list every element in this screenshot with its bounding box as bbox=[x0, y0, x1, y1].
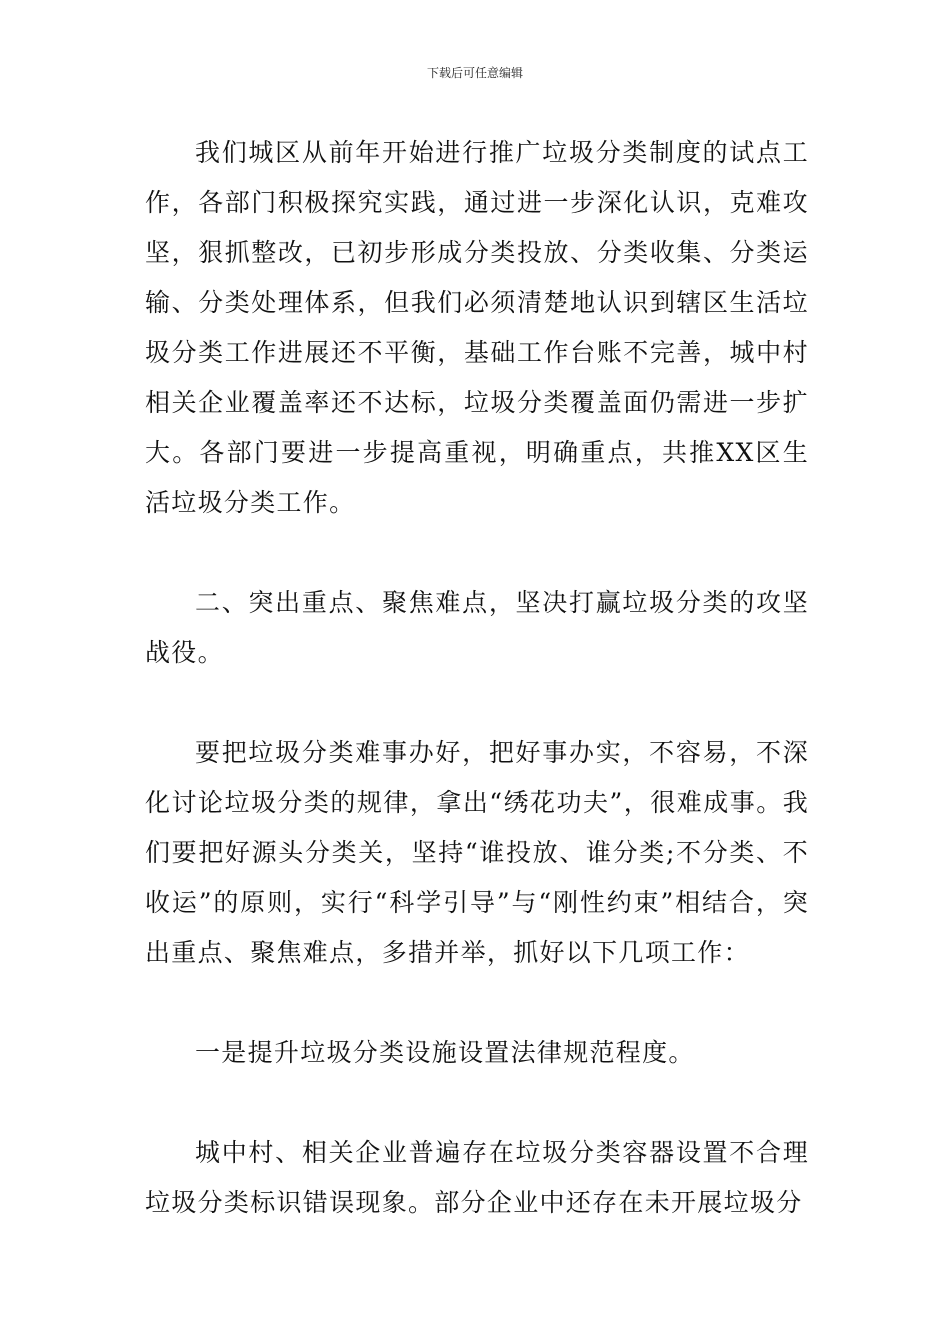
document-body bbox=[145, 128, 809, 1228]
paragraph-gap bbox=[145, 978, 809, 1028]
paragraph-facilities: 城中村、相关企业普遍存在垃圾分类容器设置不合理垃圾分类标识错误现象。部分企业中还存在未开展垃圾分 bbox=[145, 1138, 809, 1217]
paragraph-approach: 要把垃圾分类难事办好，把好事办实，不容易，不深化讨论垃圾分类的规律，拿出“绣花功夫”，很难成事。我们要把好源头分类关，坚持“谁投放、谁分类;不分类、不收运”的原则，实行“科学引导”与“刚性约束”相结合，突出重点、聚焦难点，多措并举，抓好以下几项工作： bbox=[145, 738, 809, 967]
paragraph-gap bbox=[145, 678, 809, 728]
page-header: 下载后可任意编辑 bbox=[426, 66, 523, 80]
paragraph-intro: 我们城区从前年开始进行推广垃圾分类制度的试点工作，各部门积极探究实践，通过进一步深化认识，克难攻坚，狠抓整改，已初步形成分类投放、分类收集、分类运输、分类处理体系，但我们必须清楚地认识到辖区生活垃圾分类工作进展还不平衡，基础工作台账不完善，城中村相关企业覆盖率还不达标，垃圾分类覆盖面仍需进一步扩大。各部门要进一步提高重视，明确重点，共推XX区生活垃圾分类工作。 bbox=[145, 138, 809, 517]
subheading-one: 一是提升垃圾分类设施设置法律规范程度。 bbox=[195, 1038, 695, 1067]
section-heading-two: 二、突出重点、聚焦难点，坚决打赢垃圾分类的攻坚战役。 bbox=[145, 588, 809, 667]
paragraph-gap bbox=[145, 1078, 809, 1128]
paragraph-gap bbox=[145, 528, 809, 578]
